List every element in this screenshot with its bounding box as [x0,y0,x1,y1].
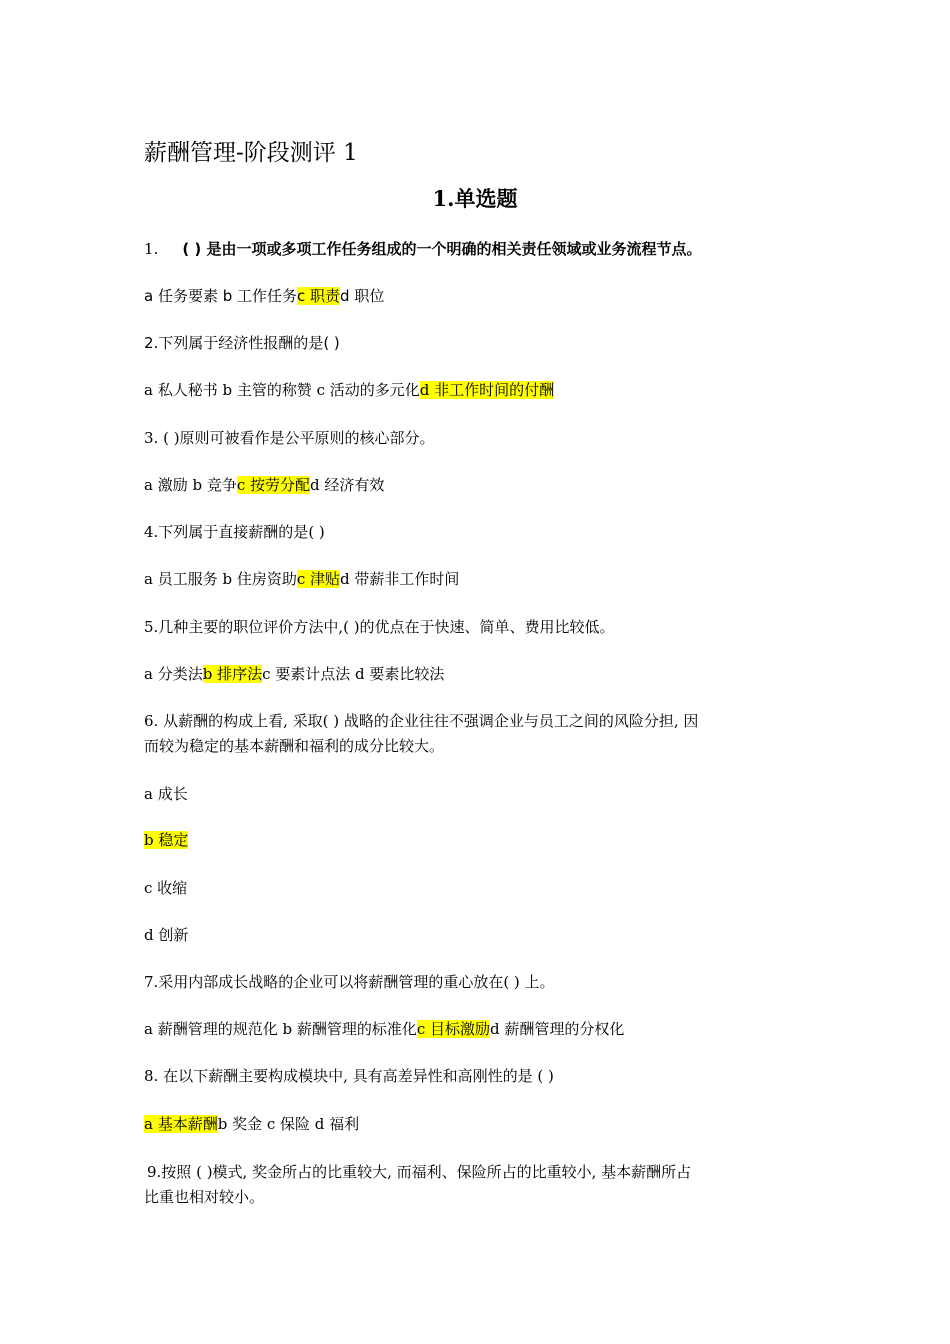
question-3: 3. ( )原则可被看作是公平原则的核心部分。 [144,429,435,447]
question-number: 1. [144,240,159,258]
option-text: d 薪酬管理的分权化 [490,1020,625,1038]
highlighted-answer: a 基本薪酬 [144,1115,218,1133]
question-7: 7.采用内部成长战略的企业可以将薪酬管理的重心放在( ) 上。 [144,973,555,991]
highlighted-answer: b 稳定 [144,831,189,849]
option-text: d 带薪非工作时间 [340,570,460,588]
question-3-options [144,475,384,495]
question-7-options [144,1019,624,1039]
question-8: 8. 在以下薪酬主要构成模块中, 具有高差异性和高刚性的是 ( ) [144,1067,554,1085]
option-text: b 奖金 c 保险 d 福利 [217,1115,360,1133]
question-6-option-a: a 成长 [144,785,188,803]
question-6-option-d: d 创新 [144,926,189,944]
question-9-line-1: 9.按照 ( )模式, 奖金所占的比重较大, 而福利、保险所占的比重较小, 基本薪酬所占 [147,1163,692,1181]
question-2-options [144,380,554,400]
option-text: a 薪酬管理的规范化 b 薪酬管理的标准化 [144,1020,417,1038]
highlighted-answer: c 津贴 [296,570,341,588]
question-9-line-2: 比重也相对较小。 [144,1188,265,1206]
question-8-options [144,1114,359,1134]
highlighted-answer: c 按劳分配 [236,476,311,494]
question-2: 2.下列属于经济性报酬的是( ) [144,334,340,352]
highlighted-answer: c 目标激励 [416,1020,491,1038]
question-1-options [144,286,384,306]
question-5-options [144,664,444,684]
highlighted-answer: c 职责 [297,287,341,305]
option-text: a 任务要素 b 工作任务 [144,287,298,305]
highlighted-answer: b 排序法 [202,665,263,683]
question-6-option-b [144,830,188,850]
highlighted-answer: d 非工作时间的付酬 [419,381,555,399]
question-5: 5.几种主要的职位评价方法中,( )的优点在于快速、简单、费用比较低。 [144,618,615,636]
option-text: a 分类法 [144,665,203,683]
option-text: a 员工服务 b 住房资助 [144,570,297,588]
document-title: 薪酬管理-阶段测评 1 [144,140,358,166]
question-6-option-c: c 收缩 [144,879,188,897]
question-4-options [144,569,459,589]
question-6-line-1: 6. 从薪酬的构成上看, 采取( ) 战略的企业往往不强调企业与员工之间的风险分担, 因 [144,712,699,730]
option-text: a 激励 b 竞争 [144,476,237,494]
option-text: c 要素计点法 d 要素比较法 [262,665,445,683]
section-heading: 1.单选题 [432,186,518,211]
question-4: 4.下列属于直接薪酬的是( ) [144,523,325,541]
question-1 [144,239,701,259]
question-6-line-2: 而较为稳定的基本薪酬和福利的成分比较大。 [144,737,445,755]
option-text: a 私人秘书 b 主管的称赞 c 活动的多元化 [144,381,420,399]
option-text: d 经济有效 [310,476,385,494]
option-text: d 职位 [340,287,385,305]
question-text: ( ) 是由一项或多项工作任务组成的一个明确的相关责任领域或业务流程节点。 [182,240,702,258]
